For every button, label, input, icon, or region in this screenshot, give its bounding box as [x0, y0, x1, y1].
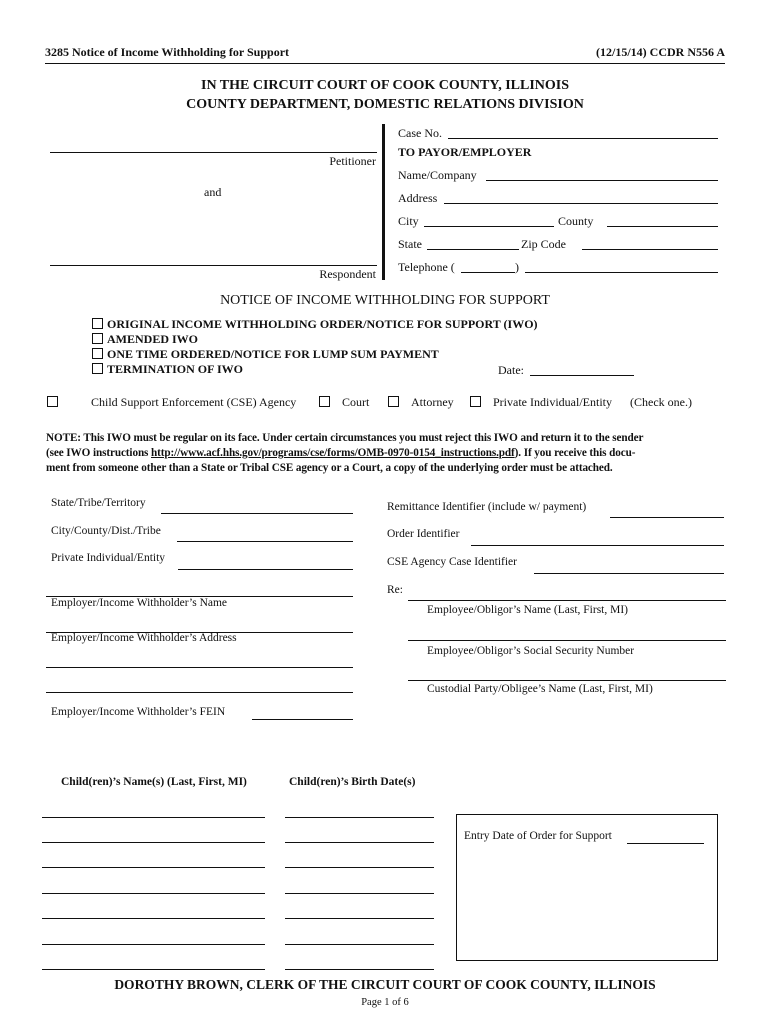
checkbox-icon[interactable]	[47, 396, 58, 407]
remittance-field[interactable]	[610, 517, 724, 518]
option-original[interactable]: ORIGINAL INCOME WITHHOLDING ORDER/NOTICE FOR SUPPORT (IWO)	[92, 317, 538, 332]
respondent-line[interactable]	[50, 265, 377, 266]
address-field[interactable]	[444, 203, 718, 204]
court-name: IN THE CIRCUIT COURT OF COOK COUNTY, ILLINOIS	[201, 78, 569, 93]
note-line-2: (see IWO instructions http://www.acf.hhs.gov/programs/cse/forms/OMB-0970-0154_instructions.pdf). If you receive this docu-	[46, 447, 636, 459]
sender-attorney-option[interactable]	[388, 395, 403, 410]
state-tribe-field[interactable]	[161, 513, 353, 514]
child-birthdate-field[interactable]	[285, 867, 434, 868]
checkbox-icon[interactable]	[92, 318, 103, 329]
child-name-field[interactable]	[42, 867, 265, 868]
and-label: and	[204, 185, 222, 199]
child-birthdate-field[interactable]	[285, 893, 434, 894]
private-individual-label: Private Individual/Entity	[51, 552, 166, 564]
child-name-field[interactable]	[42, 918, 265, 919]
respondent-label: Respondent	[319, 267, 376, 281]
address-label: Address	[398, 191, 438, 205]
employer-address-line-2[interactable]	[46, 667, 353, 668]
sender-court-option[interactable]	[319, 395, 334, 410]
checkbox-icon[interactable]	[92, 333, 103, 344]
order-id-field[interactable]	[471, 545, 724, 546]
state-tribe-label: State/Tribe/Territory	[51, 497, 146, 509]
order-id-label: Order Identifier	[387, 528, 460, 540]
note-line-3: ment from someone other than a State or Tribal CSE agency or a Court, a copy of the underlying order must be attached.	[46, 462, 613, 474]
child-name-field[interactable]	[42, 842, 265, 843]
employer-fein-field[interactable]	[252, 719, 353, 720]
custodial-label: Custodial Party/Obligee’s Name (Last, First, MI)	[427, 683, 653, 695]
option-lump-sum[interactable]: ONE TIME ORDERED/NOTICE FOR LUMP SUM PAYMENT	[92, 347, 439, 362]
iwo-instructions-link[interactable]: http://www.acf.hhs.gov/programs/cse/forms/OMB-0970-0154_instructions.pdf	[151, 447, 515, 459]
name-company-label: Name/Company	[398, 168, 477, 182]
option-termination[interactable]: TERMINATION OF IWO	[92, 362, 243, 377]
page-number: Page 1 of 6	[361, 997, 409, 1008]
case-no-field[interactable]	[448, 138, 718, 139]
children-names-header: Child(ren)’s Name(s) (Last, First, MI)	[61, 776, 247, 788]
zip-label: Zip Code	[521, 237, 566, 251]
state-field[interactable]	[427, 249, 519, 250]
child-birthdate-field[interactable]	[285, 842, 434, 843]
checkbox-icon[interactable]	[470, 396, 481, 407]
re-label: Re:	[387, 584, 403, 596]
petitioner-label: Petitioner	[329, 154, 376, 168]
caption-divider	[382, 124, 385, 280]
employer-name-label: Employer/Income Withholder’s Name	[51, 597, 228, 609]
checkbox-icon[interactable]	[92, 348, 103, 359]
telephone-label: Telephone (	[398, 260, 455, 274]
city-county-label: City/County/Dist./Tribe	[51, 525, 161, 537]
sender-cse-option[interactable]	[47, 395, 62, 410]
clerk-footer: DOROTHY BROWN, CLERK OF THE CIRCUIT COURT OF COOK COUNTY, ILLINOIS	[114, 977, 656, 992]
remittance-label: Remittance Identifier (include w/ payment)	[387, 501, 587, 513]
child-name-field[interactable]	[42, 817, 265, 818]
sender-attorney-label: Attorney	[411, 395, 454, 409]
city-county-field[interactable]	[177, 541, 353, 542]
employer-fein-label: Employer/Income Withholder’s FEIN	[51, 706, 226, 718]
city-label: City	[398, 214, 419, 228]
child-name-field[interactable]	[42, 944, 265, 945]
county-field[interactable]	[607, 226, 718, 227]
private-individual-field[interactable]	[178, 569, 353, 570]
child-birthdate-field[interactable]	[285, 918, 434, 919]
child-birthdate-field[interactable]	[285, 817, 434, 818]
checkbox-icon[interactable]	[388, 396, 399, 407]
employer-address-label: Employer/Income Withholder’s Address	[51, 632, 237, 644]
notice-title: NOTICE OF INCOME WITHHOLDING FOR SUPPORT	[220, 293, 550, 308]
header-rule	[45, 63, 725, 64]
form-code: (12/15/14) CCDR N556 A	[596, 45, 725, 59]
employer-address-line-3[interactable]	[46, 692, 353, 693]
city-field[interactable]	[424, 226, 554, 227]
sender-private-label: Private Individual/Entity	[493, 395, 612, 409]
obligor-name-line[interactable]	[408, 600, 726, 601]
county-label: County	[558, 214, 594, 228]
option-amended[interactable]: AMENDED IWO	[92, 332, 198, 347]
children-dates-header: Child(ren)’s Birth Date(s)	[289, 776, 416, 788]
checkbox-icon[interactable]	[319, 396, 330, 407]
date-field[interactable]	[530, 375, 634, 376]
sender-private-option[interactable]	[470, 395, 485, 410]
name-company-field[interactable]	[486, 180, 718, 181]
entry-date-label: Entry Date of Order for Support	[464, 830, 612, 842]
telephone-field[interactable]	[525, 272, 718, 273]
check-one-label: (Check one.)	[630, 395, 692, 409]
obligor-ssn-line[interactable]	[408, 640, 726, 641]
sender-court-label: Court	[342, 395, 370, 409]
court-division: COUNTY DEPARTMENT, DOMESTIC RELATIONS DIVISION	[186, 97, 584, 112]
telephone-close: )	[515, 260, 519, 274]
child-birthdate-field[interactable]	[285, 944, 434, 945]
obligor-ssn-label: Employee/Obligor’s Social Security Number	[427, 645, 635, 657]
child-name-field[interactable]	[42, 969, 265, 970]
child-name-field[interactable]	[42, 893, 265, 894]
to-payor-label: TO PAYOR/EMPLOYER	[398, 145, 532, 159]
zip-field[interactable]	[582, 249, 718, 250]
date-label: Date:	[498, 363, 524, 377]
form-title: 3285 Notice of Income Withholding for Support	[45, 45, 290, 59]
petitioner-line[interactable]	[50, 152, 377, 153]
custodial-line[interactable]	[408, 680, 726, 681]
obligor-name-label: Employee/Obligor’s Name (Last, First, MI)	[427, 604, 629, 616]
state-label: State	[398, 237, 422, 251]
cse-case-label: CSE Agency Case Identifier	[387, 556, 517, 568]
checkbox-icon[interactable]	[92, 363, 103, 374]
sender-cse-label: Child Support Enforcement (CSE) Agency	[91, 395, 297, 409]
area-code-field[interactable]	[461, 272, 515, 273]
child-birthdate-field[interactable]	[285, 969, 434, 970]
note-line-1: NOTE: This IWO must be regular on its face. Under certain circumstances you must reject this IWO and return it to the sender	[46, 432, 644, 444]
cse-case-field[interactable]	[534, 573, 724, 574]
entry-date-field[interactable]	[627, 843, 704, 844]
case-no-label: Case No.	[398, 126, 442, 140]
